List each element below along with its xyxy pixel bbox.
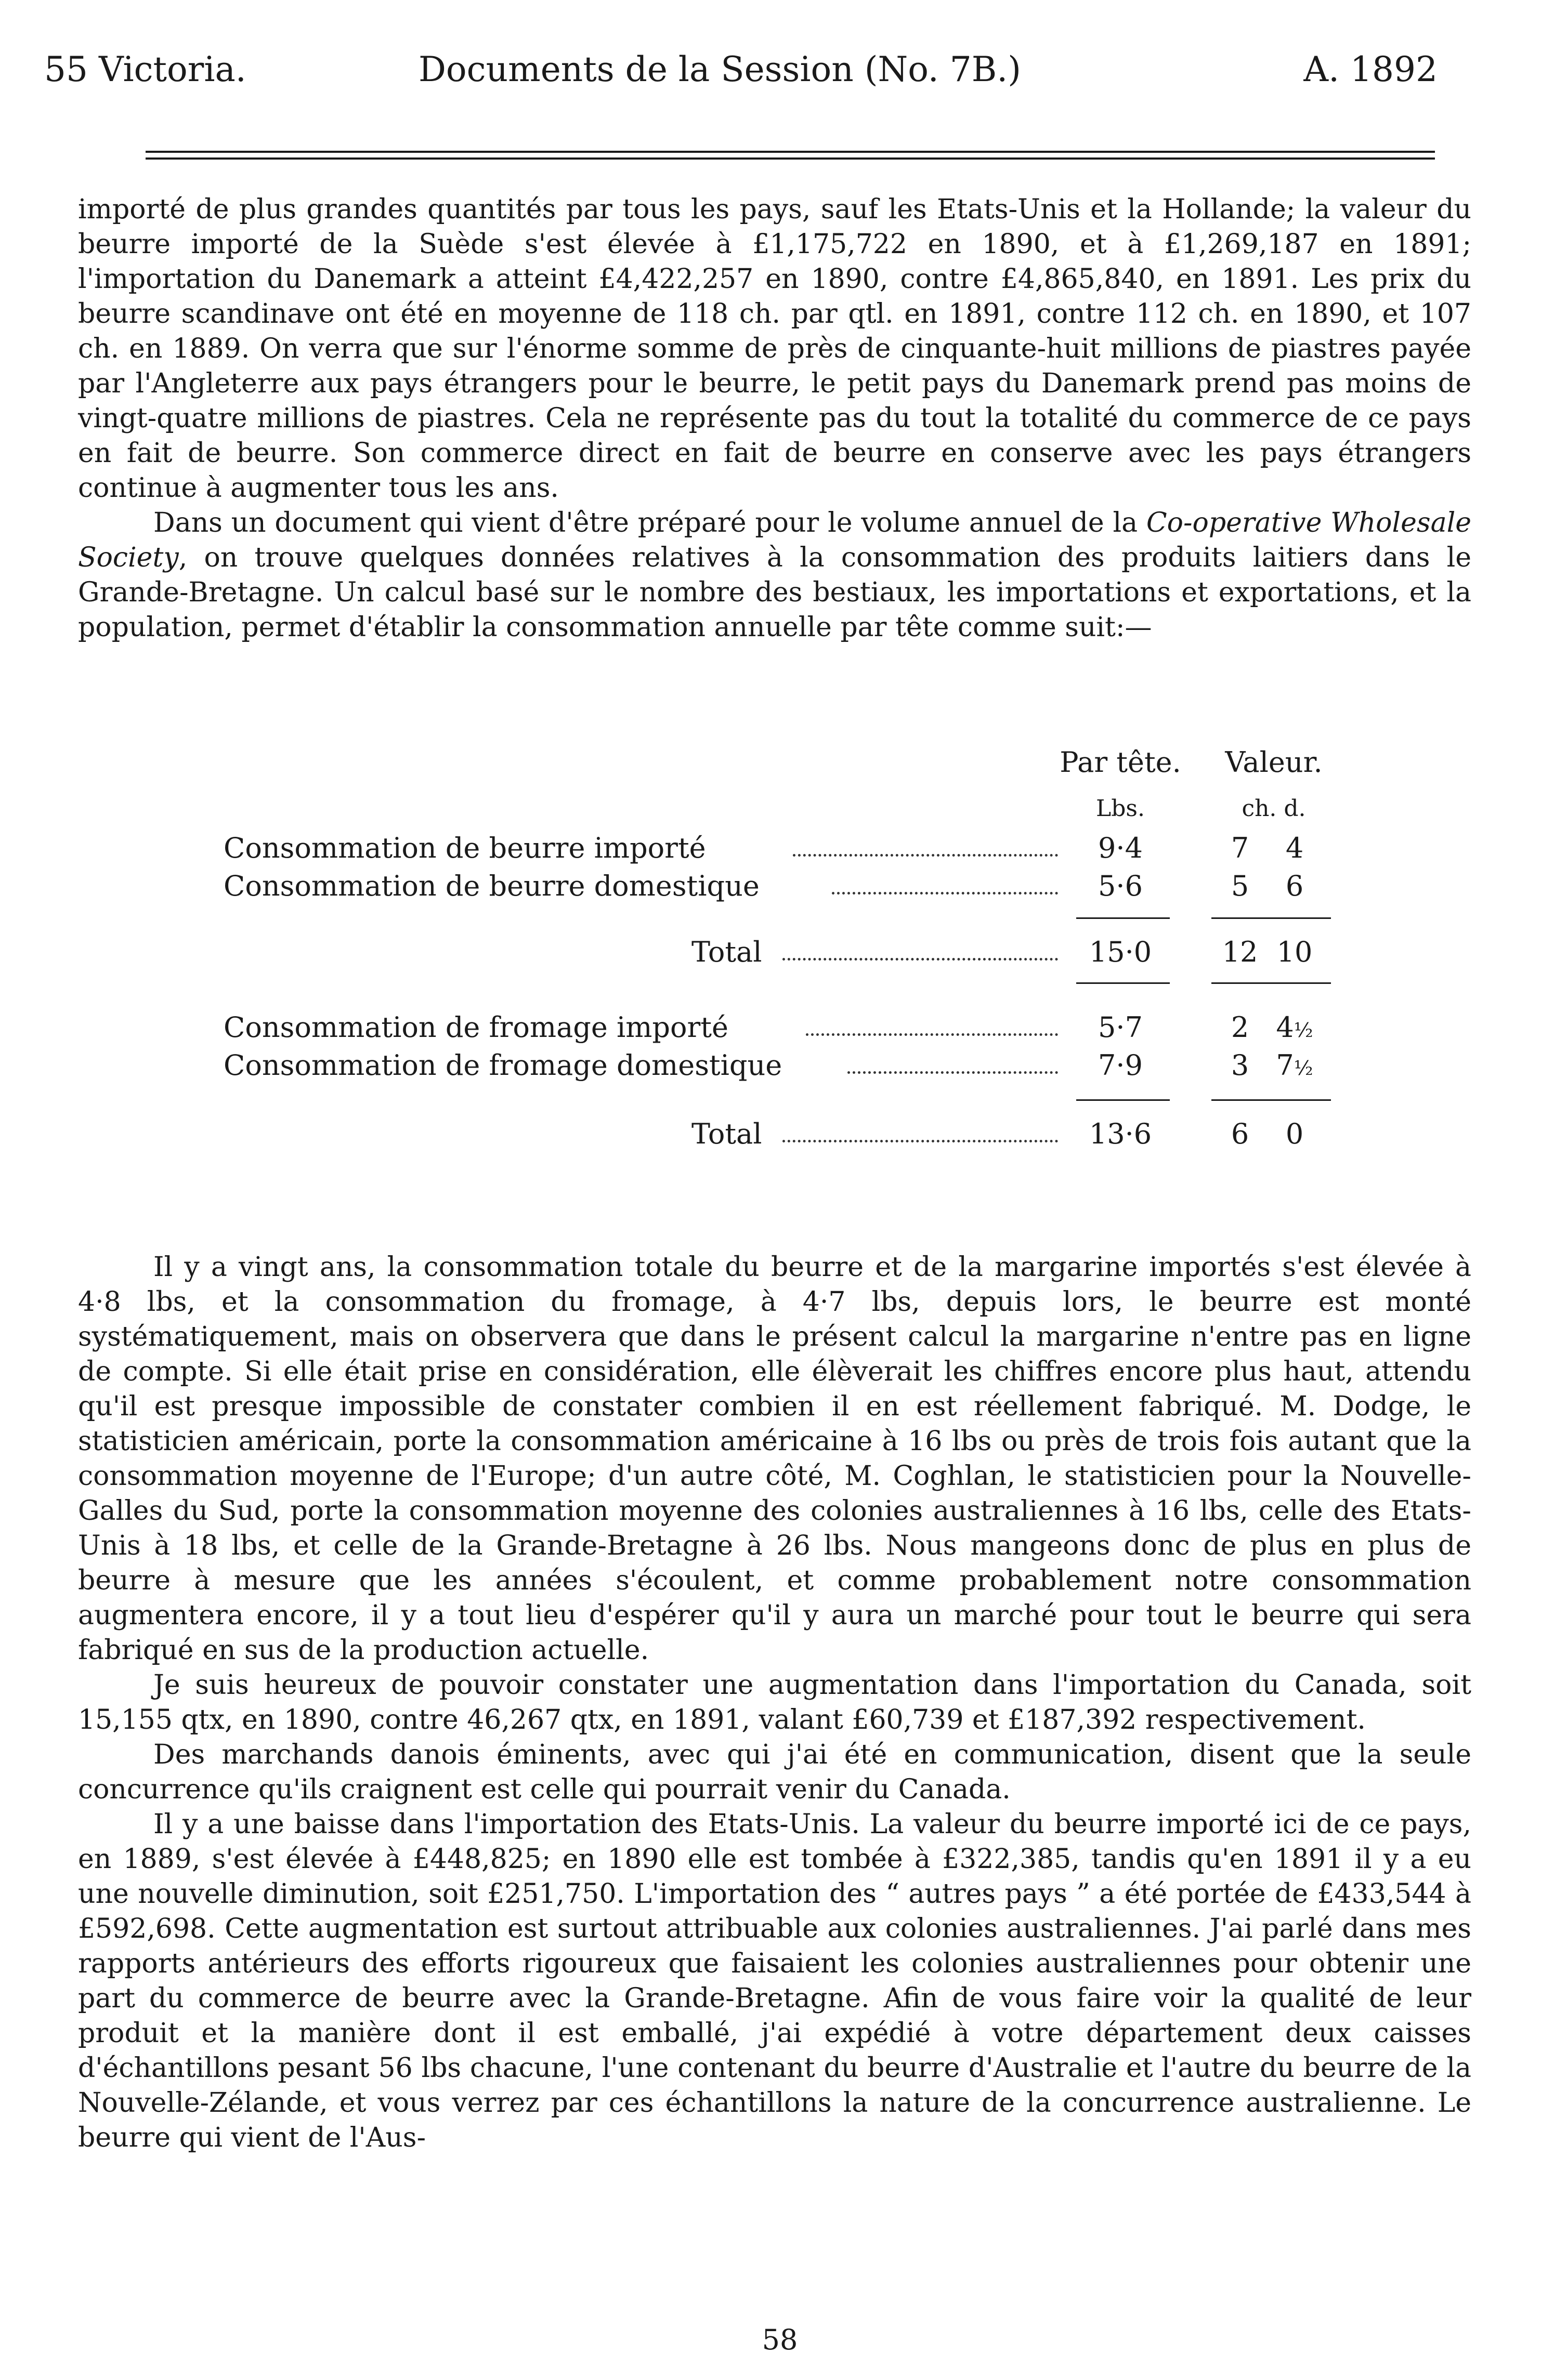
page-number: 58	[762, 2323, 798, 2356]
row-ch: 3	[1231, 1049, 1249, 1082]
body-lower	[78, 1250, 1471, 2155]
row-lbs: 5·6	[1098, 870, 1143, 902]
row-d-whole: 7	[1276, 1049, 1294, 1082]
row-d-whole: 4	[1276, 1011, 1294, 1044]
total-ch: 6	[1231, 1117, 1249, 1150]
paragraph-cooperative-after: , on trouve quelques données relatives à la consommation des produits laitiers dans le Grande-Bretagne. Un calcul basé sur le nombre des bestiaux, les importations et exportations, et la population, permet d'établir la consommation annuelle par tête comme suit:—	[78, 542, 1471, 643]
total-lbs: 15·0	[1089, 936, 1152, 968]
leader-dots	[806, 1033, 1058, 1036]
row-label: Consommation de beurre domestique	[224, 870, 760, 902]
header-title: Documents de la Session (No. 7B.)	[419, 49, 1021, 89]
row-ch: 2	[1231, 1011, 1249, 1044]
row-label: Consommation de fromage importé	[224, 1011, 728, 1044]
header-volume: 55 Victoria.	[44, 49, 246, 89]
sum-rule	[1211, 917, 1331, 919]
header-rule-top	[146, 151, 1435, 153]
row-d	[1269, 1049, 1321, 1082]
consumption-table	[78, 746, 1471, 1245]
header-rule-bottom	[146, 157, 1435, 160]
paragraph-butter-imports: importé de plus grandes quantités par tous les pays, sauf les Etats-Unis et la Hollande; la valeur du beurre importé de la Suède s'est élevée à £1,175,722 en 1890, et à £1,269,187 en 1891; l'importation du Danemark a atteint £4,422,257 en 1890, contre £4,865,840, en 1891. Les prix du beurre scandinave ont été en moyenne de 118 ch. par qtl. en 1891, contre 112 ch. en 1890, et 107 ch. en 1889. On verra que sur l'énorme somme de près de cinquante-huit millions de piastres payée par l'Angleterre aux pays étrangers pour le beurre, le petit pays du Danemark prend pas moins de vingt-quatre millions de piastres. Cela ne représente pas du tout la totalité du commerce de ce pays en fait de beurre. Son commerce direct en fait de beurre en conserve avec les pays étrangers continue à augmenter tous les ans.	[78, 194, 1471, 504]
total-d: 10	[1276, 936, 1313, 968]
row-ch: 7	[1231, 832, 1249, 864]
leader-dots	[832, 892, 1058, 895]
col-header-value: Valeur.	[1225, 746, 1323, 779]
header-year: A. 1892	[1303, 49, 1438, 89]
total-d: 0	[1285, 1117, 1304, 1150]
sum-rule	[1211, 1099, 1331, 1101]
leader-dots	[782, 1140, 1058, 1142]
row-ch: 5	[1231, 870, 1249, 902]
row-d: 4	[1285, 832, 1304, 864]
running-header	[44, 49, 1438, 112]
leader-dots	[793, 854, 1058, 857]
col-header-per-head: Par tête.	[1060, 746, 1181, 779]
row-d	[1269, 1011, 1321, 1044]
paragraph-us-decline: Il y a une baisse dans l'importation des Etats-Unis. La valeur du beurre importé ici de ce pays, en 1889, s'est élevée à £448,825; en 1890 elle est tombée à £322,385, tandis qu'en 1891 il y a eu une nouvelle diminution, soit £251,750. L'importation des “ autres pays ” a été portée de £433,544 à £592,698. Cette augmentation est surtout attribuable aux colonies australiennes. J'ai parlé dans mes rapports antérieurs des efforts rigoureux que faisaient les colonies australiennes pour obtenir une part du commerce de beurre avec la Grande-Bretagne. Afin de vous faire voir la qualité de leur produit et la manière dont il est emballé, j'ai expédié à votre département deux caisses d'échantillons pesant 56 lbs chacune, l'une contenant du beurre d'Australie et l'autre du beurre de la Nouvelle-Zélande, et vous verrez par ces échantillons la nature de la concurrence australienne. Le beurre qui vient de l'Aus-	[78, 1809, 1471, 2153]
row-label: Consommation de fromage domestique	[224, 1049, 782, 1082]
row-lbs: 5·7	[1098, 1011, 1143, 1044]
sum-rule	[1076, 982, 1170, 984]
row-d: 6	[1285, 870, 1304, 902]
society-name: Co-operative Wholesale Society	[78, 507, 1471, 573]
total-ch: 12	[1222, 936, 1258, 968]
row-lbs: 7·9	[1098, 1049, 1143, 1082]
paragraph-cooperative-society	[78, 506, 1471, 645]
paragraph-consumption-trend: Il y a vingt ans, la consommation totale du beurre et de la margarine importés s'est élevée à 4·8 lbs, et la consommation du fromage, à 4·7 lbs, depuis lors, le beurre est monté systématiquement, mais on observera que dans le présent calcul la margarine n'entre pas en ligne de compte. Si elle était prise en considération, elle élèverait les chiffres encore plus haut, attendu qu'il est presque impossible de constater combien il en est réellement fabriqué. M. Dodge, le statisticien américain, porte la consommation américaine à 16 lbs ou près de trois fois autant que la consommation moyenne de l'Europe; d'un autre côté, M. Coghlan, le statisticien pour la Nouvelle-Galles du Sud, porte la consommation moyenne des colonies australiennes à 16 lbs, celle des Etats-Unis à 18 lbs, et celle de la Grande-Bretagne à 26 lbs. Nous mangeons donc de plus en plus de beurre à mesure que les années s'écoulent, et comme probablement notre consommation augmentera encore, il y a tout lieu d'espérer qu'il y aura un marché pour tout le beurre qui sera fabriqué en sus de la production actuelle.	[78, 1252, 1471, 1666]
unit-lbs: Lbs.	[1096, 795, 1145, 822]
total-label: Total	[691, 1117, 762, 1150]
row-d-fraction: ½	[1294, 1019, 1313, 1042]
unit-ch-d: ch. d.	[1242, 795, 1306, 822]
sum-rule	[1211, 982, 1331, 984]
sum-rule	[1076, 1099, 1170, 1101]
row-d-fraction: ½	[1294, 1057, 1313, 1080]
leader-dots	[847, 1071, 1058, 1074]
total-label: Total	[691, 936, 762, 968]
paragraph-cooperative-before: Dans un document qui vient d'être préparé pour le volume annuel de la	[153, 507, 1146, 538]
paragraph-danish-merchants: Des marchands danois éminents, avec qui j'ai été en communication, disent que la seule concurrence qu'ils craignent est celle qui pourrait venir du Canada.	[78, 1739, 1471, 1805]
row-lbs: 9·4	[1098, 832, 1143, 864]
leader-dots	[782, 958, 1058, 961]
paragraph-canada-imports: Je suis heureux de pouvoir constater une augmentation dans l'importation du Canada, soit 15,155 qtx, en 1890, contre 46,267 qtx, en 1891, valant £60,739 et £187,392 respectivement.	[78, 1669, 1471, 1735]
sum-rule	[1076, 917, 1170, 919]
row-label: Consommation de beurre importé	[224, 832, 706, 864]
total-lbs: 13·6	[1089, 1117, 1152, 1150]
body-upper	[78, 192, 1471, 645]
